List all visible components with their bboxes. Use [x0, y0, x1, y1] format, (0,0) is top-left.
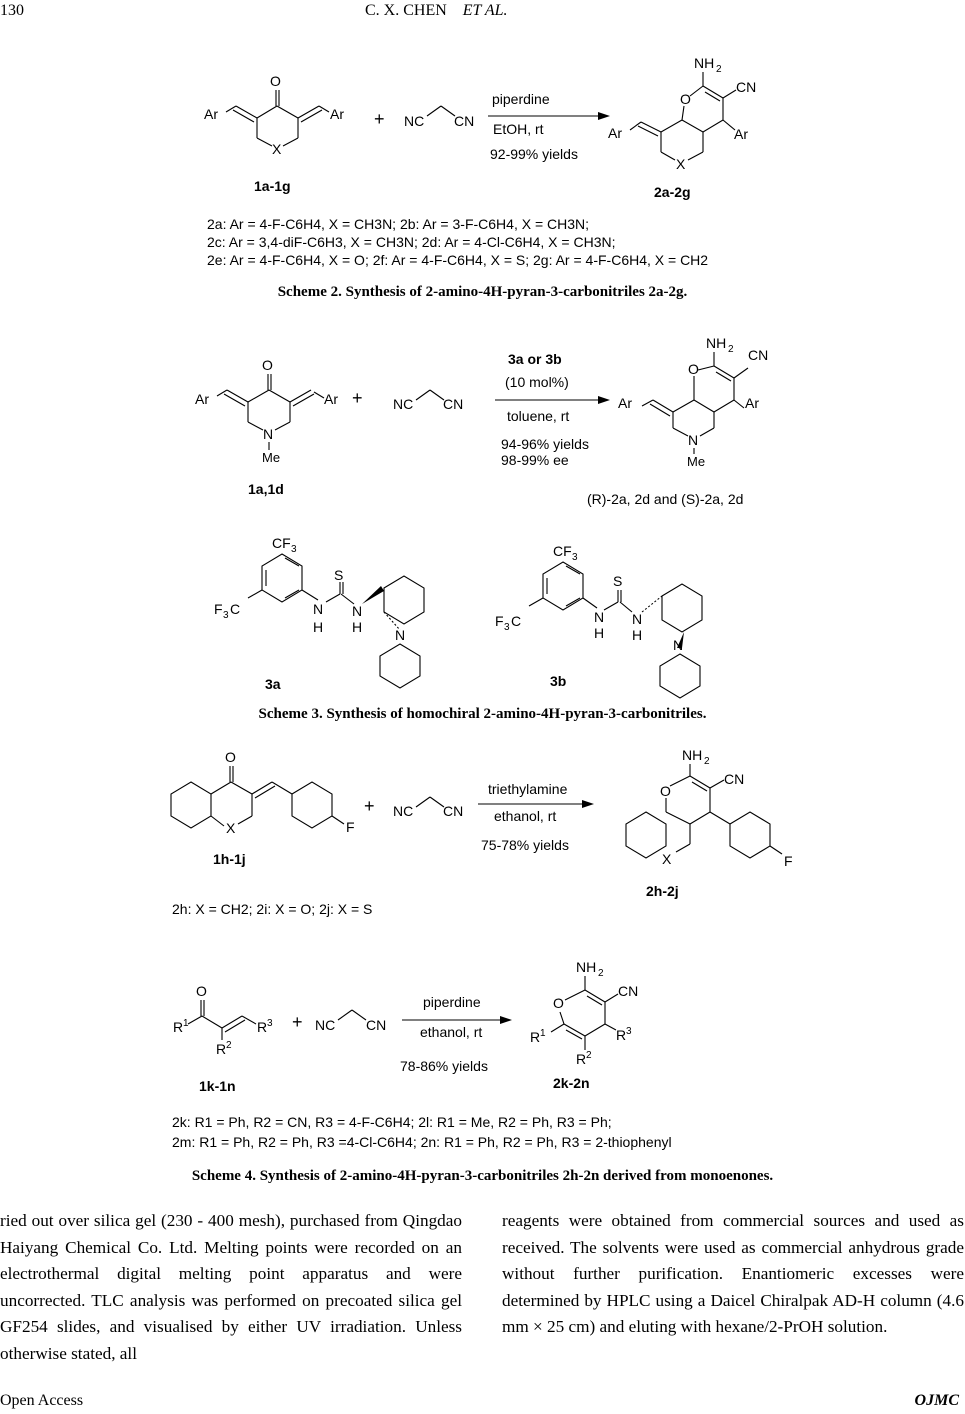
- svg-text:Ar: Ar: [195, 391, 209, 407]
- svg-text:N: N: [594, 609, 605, 625]
- svg-text:NH: NH: [682, 747, 703, 763]
- scheme4-reactant-label: 1h-1j: [213, 851, 246, 867]
- footer-open-access: Open Access: [0, 1392, 84, 1409]
- svg-text:H: H: [313, 619, 324, 635]
- svg-text:3: 3: [267, 1018, 273, 1029]
- scheme2-caption: Scheme 2. Synthesis of 2-amino-4H-pyran-3-carbonitriles 2a-2g.: [277, 284, 688, 300]
- pyrano-pyridine-product: [618, 335, 768, 469]
- dienone-structure: [204, 73, 344, 157]
- svg-text:Ar: Ar: [745, 395, 759, 411]
- page-number: 130: [0, 2, 24, 19]
- scheme4-reagent-mid: ethanol, rt: [494, 808, 557, 824]
- svg-text:O: O: [688, 361, 699, 377]
- chromenopyran-product: [626, 747, 793, 869]
- pyran-product-2: [530, 959, 638, 1067]
- svg-text:R: R: [530, 1029, 541, 1045]
- svg-text:+: +: [352, 388, 363, 408]
- svg-text:CF: CF: [553, 543, 572, 559]
- running-title: [365, 2, 508, 20]
- svg-text:NH: NH: [576, 959, 597, 975]
- scheme4-product2-label: 2k-2n: [553, 1075, 590, 1091]
- chromanone-reactant: [171, 749, 355, 836]
- scheme3-reagent-yield: 94-96% yields: [501, 436, 589, 452]
- svg-text:N: N: [352, 603, 363, 619]
- scheme3-product-label: (R)-2a, 2d and (S)-2a, 2d: [587, 491, 744, 507]
- catalyst-3b-structure: [495, 543, 702, 698]
- catalyst-3a-structure: [214, 535, 424, 688]
- svg-text:Ar: Ar: [324, 391, 338, 407]
- svg-text:N: N: [688, 432, 699, 448]
- scheme2-reactant-label: 1a-1g: [254, 178, 291, 194]
- scheme3-reagent-ee: 98-99% ee: [501, 452, 569, 468]
- svg-text:F: F: [214, 601, 223, 617]
- svg-text:+: +: [292, 1012, 303, 1032]
- scheme4-caption: Scheme 4. Synthesis of 2-amino-4H-pyran-3-carbonitriles 2h-2n derived from monoenones.: [191, 1168, 774, 1184]
- svg-text:R: R: [576, 1051, 587, 1067]
- scheme2-line-3: 2e: Ar = 4-F-C6H4, X = O; 2f: Ar = 4-F-C6H4, X = S; 2g: Ar = 4-F-C6H4, X = CH2: [207, 252, 709, 268]
- malononitrile-structure: [393, 797, 463, 819]
- svg-text:S: S: [334, 567, 344, 583]
- svg-text:R: R: [616, 1027, 627, 1043]
- running-title-authors: C. X. CHEN: [365, 2, 447, 19]
- svg-text:2: 2: [598, 968, 604, 979]
- svg-text:X: X: [662, 851, 672, 867]
- svg-text:1: 1: [183, 1018, 189, 1029]
- svg-text:3: 3: [572, 552, 578, 563]
- svg-text:F: F: [346, 819, 355, 835]
- svg-text:Ar: Ar: [204, 106, 218, 122]
- svg-text:CN: CN: [443, 396, 464, 412]
- svg-text:N: N: [313, 601, 324, 617]
- svg-text:R: R: [216, 1041, 227, 1057]
- svg-text:3: 3: [291, 544, 297, 555]
- svg-text:Ar: Ar: [330, 106, 344, 122]
- catalyst-3a-label: 3a: [265, 676, 281, 692]
- svg-text:NC: NC: [315, 1017, 336, 1033]
- scheme4-line-kn-1: 2k: R1 = Ph, R2 = CN, R3 = 4-F-C6H4; 2l: R1 = Me, R2 = Ph, R3 = Ph;: [172, 1114, 612, 1130]
- scheme2-product-label: 2a-2g: [654, 184, 691, 200]
- running-title-etal: ET AL.: [462, 2, 508, 19]
- svg-text:X: X: [226, 820, 236, 836]
- malononitrile-structure-2: [315, 1010, 386, 1033]
- svg-text:CN: CN: [748, 347, 769, 363]
- svg-text:2: 2: [716, 64, 722, 75]
- scheme2-line-1: 2a: Ar = 4-F-C6H4, X = CH3N; 2b: Ar = 3-F-C6H4, X = CH3N;: [207, 216, 590, 232]
- svg-text:3: 3: [223, 610, 229, 621]
- svg-text:N: N: [395, 627, 406, 643]
- scheme4-reagent-top: triethylamine: [488, 781, 568, 797]
- piperidinone-structure: [195, 357, 338, 465]
- svg-text:CF: CF: [272, 535, 291, 551]
- enone-reactant: [173, 983, 273, 1057]
- scheme2-line-2: 2c: Ar = 3,4-diF-C6H3, X = CH3N; 2d: Ar = 4-Cl-C6H4, X = CH3N;: [207, 234, 616, 250]
- malononitrile-structure: [404, 106, 474, 129]
- svg-text:O: O: [270, 73, 281, 89]
- svg-text:3: 3: [626, 1026, 632, 1037]
- svg-text:CN: CN: [443, 803, 464, 819]
- svg-text:NC: NC: [393, 396, 414, 412]
- pyran-product-structure: [608, 55, 756, 172]
- svg-text:CN: CN: [618, 983, 639, 999]
- malononitrile-structure: [393, 390, 463, 412]
- svg-text:Me: Me: [262, 450, 281, 465]
- body-text-left: ried out over silica gel (230 - 400 mesh), purchased from Qingdao Haiyang Chemical Co. Ltd. Melting points were recorded on an electrothermal digital melting point apparatus and were uncorrected. TLC analysis was performed on precoated silica gel GF254 slides, and visualised by either UV irradiation. Unless otherwise stated, all: [0, 1211, 462, 1363]
- plus-sign: +: [374, 109, 385, 129]
- svg-text:1: 1: [540, 1028, 546, 1039]
- svg-text:S: S: [613, 573, 623, 589]
- scheme3-reagent-top: 3a or 3b: [508, 351, 562, 367]
- svg-text:2: 2: [704, 756, 710, 767]
- catalyst-3b-label: 3b: [550, 673, 567, 689]
- svg-text:NH: NH: [706, 335, 727, 351]
- svg-text:C: C: [230, 601, 241, 617]
- svg-text:CN: CN: [454, 113, 475, 129]
- svg-text:F: F: [495, 613, 504, 629]
- svg-text:3: 3: [504, 622, 510, 633]
- scheme4-reactant2-label: 1k-1n: [199, 1078, 236, 1094]
- svg-text:O: O: [680, 91, 691, 107]
- svg-text:2: 2: [728, 344, 734, 355]
- scheme3-reagent-mid: toluene, rt: [507, 408, 570, 424]
- svg-text:N: N: [632, 611, 643, 627]
- svg-text:CN: CN: [366, 1017, 387, 1033]
- scheme2-reagent-mid: EtOH, rt: [493, 121, 544, 137]
- svg-text:O: O: [262, 357, 273, 373]
- svg-text:C: C: [511, 613, 522, 629]
- scheme-3-figure: [0, 320, 965, 700]
- svg-text:O: O: [660, 783, 671, 799]
- svg-text:NC: NC: [393, 803, 414, 819]
- svg-text:2: 2: [226, 1040, 232, 1051]
- scheme3-reagent-mol: (10 mol%): [505, 374, 569, 390]
- svg-text:X: X: [272, 141, 282, 157]
- svg-text:NC: NC: [404, 113, 425, 129]
- svg-text:Ar: Ar: [618, 395, 632, 411]
- body-text-right: reagents were obtained from commercial sources and used as received. The solvents were used as commercial anhydrous grade without further purification. Enantiomeric excesses were determined by HPLC using a Daicel Chiralpak AD-H column (4.6 mm × 25 cm) and eluting with hexane/2-PrOH solution.: [502, 1211, 964, 1337]
- svg-text:+: +: [364, 796, 375, 816]
- scheme4-line-hj: 2h: X = CH2; 2i: X = O; 2j: X = S: [172, 901, 373, 917]
- svg-text:R: R: [173, 1019, 184, 1035]
- svg-text:H: H: [594, 625, 605, 641]
- svg-text:Ar: Ar: [608, 125, 622, 141]
- scheme4-product-label: 2h-2j: [646, 883, 679, 899]
- footer-journal: OJMC: [914, 1392, 959, 1409]
- svg-text:N: N: [673, 637, 684, 653]
- svg-text:H: H: [352, 619, 363, 635]
- scheme-4-figure: [0, 740, 965, 1100]
- svg-text:X: X: [676, 156, 686, 172]
- scheme2-reagent-top: piperdine: [492, 91, 550, 107]
- scheme4-reagent2-yield: 78-86% yields: [400, 1058, 488, 1074]
- scheme2-reagent-yield: 92-99% yields: [490, 146, 578, 162]
- svg-text:H: H: [632, 627, 643, 643]
- scheme3-reactant-label: 1a,1d: [248, 481, 284, 497]
- svg-text:CN: CN: [724, 771, 745, 787]
- svg-text:O: O: [225, 749, 236, 765]
- scheme4-reagent-yield: 75-78% yields: [481, 837, 569, 853]
- svg-text:CN: CN: [736, 79, 757, 95]
- scheme4-reagent2-top: piperdine: [423, 994, 481, 1010]
- svg-text:Me: Me: [687, 454, 706, 469]
- svg-text:O: O: [196, 983, 207, 999]
- svg-text:F: F: [784, 853, 793, 869]
- scheme4-reagent2-mid: ethanol, rt: [420, 1024, 483, 1040]
- svg-text:NH: NH: [694, 55, 715, 71]
- svg-text:R: R: [257, 1019, 268, 1035]
- svg-text:N: N: [263, 426, 274, 442]
- scheme4-line-kn-2: 2m: R1 = Ph, R2 = Ph, R3 =4-Cl-C6H4; 2n: R1 = Ph, R2 = Ph, R3 = 2-thiophenyl: [172, 1134, 672, 1150]
- scheme3-caption: Scheme 3. Synthesis of homochiral 2-amino-4H-pyran-3-carbonitriles.: [258, 706, 707, 722]
- svg-text:2: 2: [586, 1050, 592, 1061]
- svg-text:Ar: Ar: [734, 126, 748, 142]
- svg-text:O: O: [553, 995, 564, 1011]
